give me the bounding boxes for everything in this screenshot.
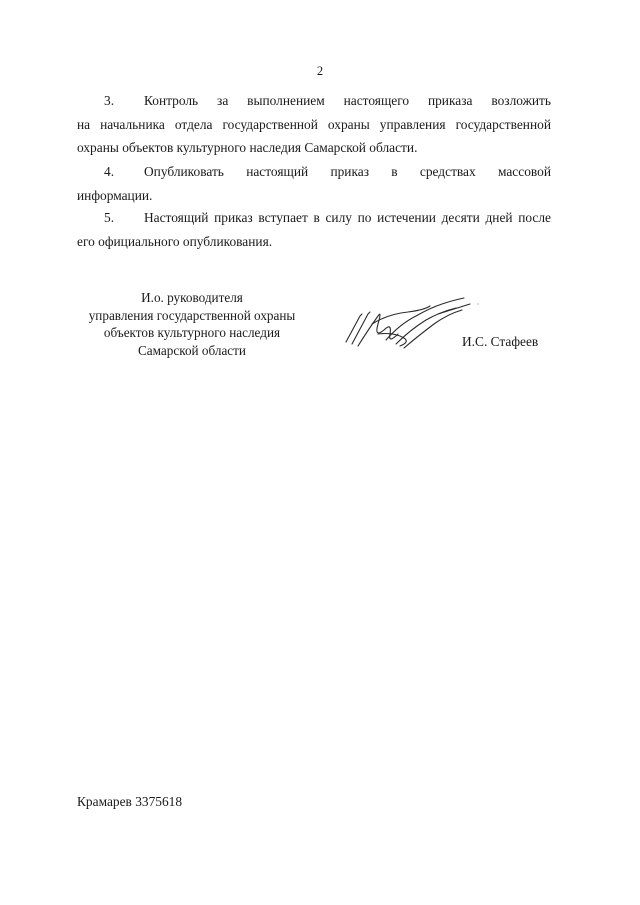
signer-title-line: И.о. руководителя [141, 290, 243, 305]
paragraph-3-lead-text: Контроль за выполнением настоящего приказа возложить [144, 93, 551, 108]
paragraph-5-number: 5. [104, 210, 115, 225]
paragraph-3-first-line [77, 89, 551, 113]
paragraph-5-lead-text: Настоящий приказ вступает в силу по истечении десяти дней после [144, 210, 551, 225]
paragraph-4-body: информации. [77, 187, 153, 203]
signer-title-line: управления государственной охраны [88, 307, 296, 323]
paragraph-4-lead-text: Опубликовать настоящий приказ в средствах массовой [144, 164, 551, 179]
paragraph-3-body: на начальника отдела государственной охраны управления государственной охраны объектов культурного наследия Самарской области. [77, 116, 551, 155]
paragraph-3-number: 3. [104, 93, 115, 108]
paragraph-5 [77, 206, 551, 253]
paragraph-5-body: его официального опубликования. [77, 233, 273, 249]
paragraph-3 [77, 89, 551, 160]
signer-title [72, 289, 312, 359]
signer-title-line: объектов культурного наследия [103, 325, 281, 340]
signer-name: И.С. Стафеев [462, 334, 539, 349]
executor-contact: Крамарев 3375618 [77, 794, 183, 809]
signer-title-line: Самарской области [138, 342, 246, 358]
paragraph-4-number: 4. [104, 164, 115, 179]
page-number: 2 [316, 64, 324, 78]
paragraph-4-first-line [77, 160, 551, 184]
paragraph-4 [77, 160, 551, 207]
